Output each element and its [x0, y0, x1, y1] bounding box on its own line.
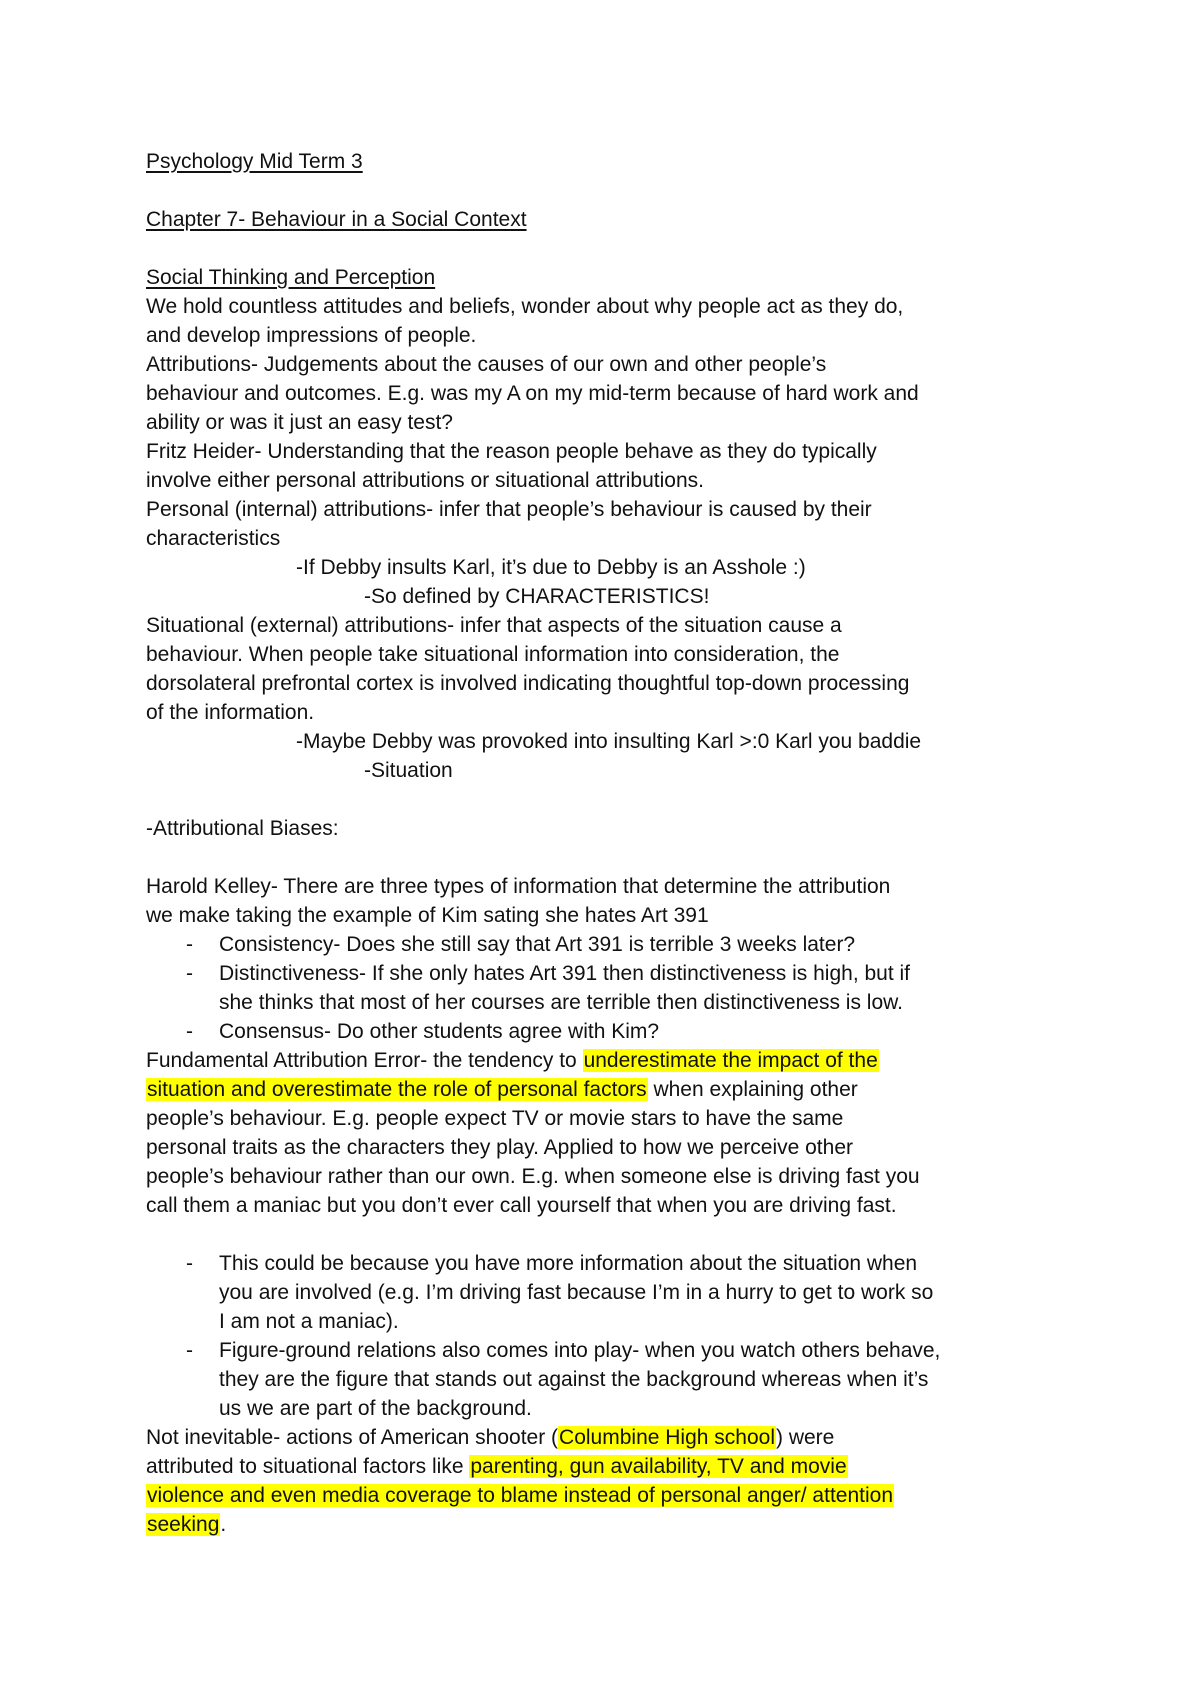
- list-item-consistency: [146, 930, 1100, 959]
- attributions-line: ability or was it just an easy test?: [146, 411, 453, 434]
- spacer: [146, 1220, 1100, 1249]
- situational-line: behaviour. When people take situational information into consideration, the: [146, 643, 840, 666]
- personal-line: Personal (internal) attributions- infer that people’s behaviour is caused by their: [146, 498, 872, 521]
- kelley-line: we make taking the example of Kim sating she hates Art 391: [146, 904, 709, 927]
- list-item-continuation: she thinks that most of her courses are terrible then distinctiveness is low.: [219, 991, 903, 1014]
- body-text: Not inevitable- actions of American shooter (: [146, 1426, 559, 1449]
- fae-line: [146, 1075, 1100, 1104]
- highlighted-text: underestimate the impact of the: [583, 1049, 878, 1072]
- heider-line: involve either personal attributions or situational attributions.: [146, 469, 704, 492]
- personal-example: -If Debby insults Karl, it’s due to Debby is an Asshole :): [296, 556, 806, 579]
- list-item-consensus: [146, 1017, 1100, 1046]
- list-item-text: This could be because you have more information about the situation when: [219, 1252, 918, 1275]
- highlighted-text: Columbine High school: [559, 1426, 775, 1449]
- spacer: [146, 176, 1100, 205]
- spacer: [146, 785, 1100, 814]
- fae-line: call them a maniac but you don’t ever call yourself that when you are driving fast.: [146, 1194, 897, 1217]
- bullet-dash: -: [186, 1339, 193, 1362]
- situational-line: Situational (external) attributions- infer that aspects of the situation cause a: [146, 614, 842, 637]
- body-text: attributed to situational factors like: [146, 1455, 470, 1478]
- bullet-dash: -: [186, 962, 193, 985]
- body-text: ) were: [776, 1426, 835, 1449]
- not-inevitable-line: [146, 1423, 1100, 1452]
- situational-example: -Maybe Debby was provoked into insulting Karl >:0 Karl you baddie: [296, 730, 922, 753]
- personal-example: -So defined by CHARACTERISTICS!: [364, 585, 710, 608]
- highlighted-text: violence and even media coverage to blame instead of personal anger/ attention: [147, 1484, 893, 1507]
- section-heading: Social Thinking and Perception: [146, 266, 436, 289]
- not-inevitable-line: [146, 1452, 1100, 1481]
- situational-line: of the information.: [146, 701, 315, 724]
- intro-line: and develop impressions of people.: [146, 324, 477, 347]
- attributions-line: behaviour and outcomes. E.g. was my A on my mid-term because of hard work and: [146, 382, 919, 405]
- spacer: [146, 234, 1100, 263]
- heider-line: Fritz Heider- Understanding that the reason people behave as they do typically: [146, 440, 877, 463]
- not-inevitable-line: [146, 1510, 1100, 1539]
- biases-heading: -Attributional Biases:: [146, 817, 339, 840]
- fae-line: people’s behaviour. E.g. people expect TV or movie stars to have the same: [146, 1107, 844, 1130]
- body-text: .: [220, 1513, 227, 1536]
- not-inevitable-line: [146, 1481, 1100, 1510]
- list-item-text: Consistency- Does she still say that Art 391 is terrible 3 weeks later?: [219, 933, 856, 956]
- fae-text: when explaining other: [647, 1078, 858, 1101]
- fae-text: Fundamental Attribution Error- the tendency to: [146, 1049, 583, 1072]
- list-item-figure-ground: [146, 1336, 1100, 1365]
- list-item-continuation: you are involved (e.g. I’m driving fast because I’m in a hurry to get to work so: [219, 1281, 934, 1304]
- fae-line: [146, 1046, 1100, 1075]
- list-item-more-information: [146, 1249, 1100, 1278]
- highlighted-text: parenting, gun availability, TV and movie: [470, 1455, 847, 1478]
- list-item-text: Distinctiveness- If she only hates Art 391 then distinctiveness is high, but if: [219, 962, 911, 985]
- bullet-dash: -: [186, 1252, 193, 1275]
- chapter-heading: Chapter 7- Behaviour in a Social Context: [146, 208, 527, 231]
- kelley-line: Harold Kelley- There are three types of information that determine the attribution: [146, 875, 891, 898]
- bullet-dash: -: [186, 1020, 193, 1043]
- attributions-line: Attributions- Judgements about the causes of our own and other people’s: [146, 353, 827, 376]
- highlighted-text: seeking: [147, 1513, 220, 1536]
- situational-example: -Situation: [364, 759, 453, 782]
- list-item-text: Consensus- Do other students agree with Kim?: [219, 1020, 660, 1043]
- list-item-continuation: they are the figure that stands out against the background whereas when it’s: [219, 1368, 929, 1391]
- fae-line: people’s behaviour rather than our own. E.g. when someone else is driving fast you: [146, 1165, 920, 1188]
- bullet-dash: -: [186, 933, 193, 956]
- personal-line: characteristics: [146, 527, 281, 550]
- spacer: [146, 843, 1100, 872]
- document-title: Psychology Mid Term 3: [146, 150, 363, 173]
- list-item-text: Figure-ground relations also comes into play- when you watch others behave,: [219, 1339, 941, 1362]
- situational-line: dorsolateral prefrontal cortex is involved indicating thoughtful top-down processing: [146, 672, 910, 695]
- fae-line: personal traits as the characters they play. Applied to how we perceive other: [146, 1136, 853, 1159]
- highlighted-text: situation and overestimate the role of personal factors: [147, 1078, 647, 1101]
- list-item-continuation: us we are part of the background.: [219, 1397, 532, 1420]
- list-item-distinctiveness: [146, 959, 1100, 988]
- list-item-continuation: I am not a maniac).: [219, 1310, 399, 1333]
- intro-line: We hold countless attitudes and beliefs, wonder about why people act as they do,: [146, 295, 904, 318]
